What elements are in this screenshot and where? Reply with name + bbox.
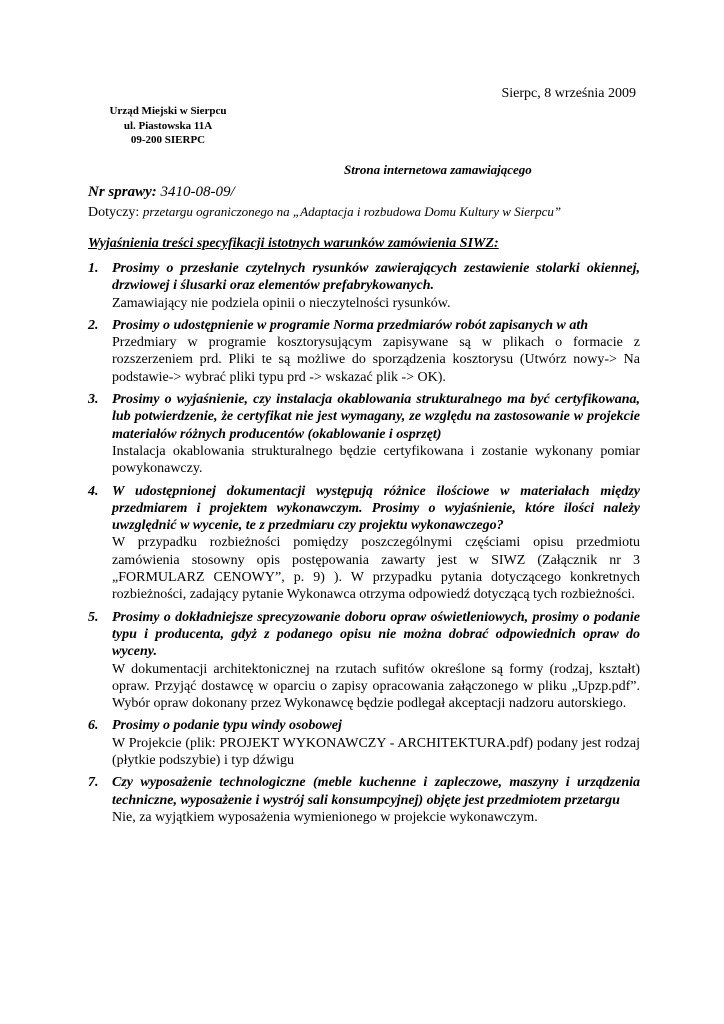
office-address	[78, 104, 258, 148]
subject-line	[88, 204, 561, 221]
office-street: ul. Piastowska 11A	[123, 119, 213, 132]
item-number: 5.	[88, 609, 99, 625]
subject-label: Dotyczy:	[88, 205, 140, 220]
item-number: 7.	[88, 775, 99, 791]
item-question: Prosimy o dokładniejsze sprecyzowanie doboru opraw oświetleniowych, prosimy o podanie typu i producenta, gdyż z podanego opisu nie można dobrać odpowiednich opraw do wyceny.	[112, 609, 640, 660]
qa-item	[88, 609, 640, 713]
case-label: Nr sprawy:	[88, 184, 157, 200]
item-answer: Instalacja okablowania strukturalnego będzie certyfikowana i zostanie wykonany pomiar powykonawczy.	[112, 443, 640, 477]
item-question: Prosimy o podanie typu windy osobowej	[112, 718, 342, 734]
qa-item	[88, 483, 640, 604]
item-number: 6.	[88, 718, 99, 734]
qa-item	[88, 317, 640, 386]
item-answer: W Projekcie (plik: PROJEKT WYKONAWCZY - ARCHITEKTURA.pdf) podany jest rodzaj (płytkie podszybie) i typ dźwigu	[112, 735, 640, 769]
qa-item	[88, 717, 640, 769]
case-number-line	[88, 184, 235, 201]
qa-item	[88, 774, 640, 826]
item-question: Prosimy o udostępnienie w programie Norma przedmiarów robót zapisanych w ath	[112, 317, 589, 333]
qa-item	[88, 260, 640, 312]
section-heading: Wyjaśnienia treści specyfikacji istotnych warunków zamówienia SIWZ:	[88, 236, 499, 251]
qa-item	[88, 391, 640, 477]
document-date: Sierpc, 8 września 2009	[501, 86, 636, 101]
item-number: 4.	[88, 483, 99, 499]
item-answer: W dokumentacji architektonicznej na rzutach sufitów określone są formy (rodzaj, kształt) opraw. Przyjąć dostawcę w oparciu o zapisy opracowania załączonego w pliku „Upzp.pdf”. Wybór opraw dokonany przez Wykonawcę będzie podlegał akceptacji nadzoru autorskiego.	[112, 661, 640, 712]
item-question: Czy wyposażenie technologiczne (meble kuchenne i zapleczowe, maszyny i urządzenia techniczne, wyposażenie i wystrój sali konsumpcyjnej) objęte jest przedmiotem przetargu	[112, 775, 640, 808]
item-answer: Nie, za wyjątkiem wyposażenia wymienionego w projekcie wykonawczym.	[112, 809, 538, 825]
item-number: 1.	[88, 261, 99, 276]
case-number: 3410-08-09/	[160, 184, 235, 200]
item-question: Prosimy o wyjaśnienie, czy instalacja okablowania strukturalnego ma być certyfikowana, lub potwierdzenie, że certyfikat nie jest wymagany, ze względu na zastosowanie w projekcie materiałów różnych producentów (okablowanie i osprzęt)	[112, 392, 640, 442]
office-name: Urząd Miejski w Sierpcu	[109, 105, 227, 117]
item-number: 3.	[88, 392, 99, 408]
item-answer: W przypadku rozbieżności pomiędzy poszczególnymi częściami opisu przedmiotu zamówienia stosowny opis postępowania zawarty jest w SIWZ (Załącznik nr 3 „FORMULARZ CENOWY”, p. 9) ). W przypadku pytania dotyczącego konkretnych rozbieżności, zadający pytanie Wykonawca otrzyma odpowiedź dotyczącą tych rozbieżności.	[112, 535, 640, 603]
office-city: 09-200 SIERPC	[130, 134, 206, 146]
website-note: Strona internetowa zamawiającego	[344, 162, 532, 177]
item-question: W udostępnionej dokumentacji występują różnice ilościowe w materiałach między przedmiarem i projektem wykonawczym. Prosimy o wyjaśnienie, które ilości należy uwzględnić w wycenie, te z przedmiaru czy projektu wykonawczego?	[112, 483, 640, 534]
subject-text: przetargu ograniczonego na „Adaptacja i rozbudowa Domu Kultury w Sierpcu”	[142, 204, 562, 219]
item-answer: Przedmiary w programie kosztorysującym zapisywane są w plikach o formacie z rozszerzeniem prd. Pliki te są możliwe do sporządzenia kosztorysu (Utwórz nowy-> Na podstawie-> wybrać pliki typu prd -> wskazać plik -> OK).	[112, 335, 640, 385]
item-question: Prosimy o przesłanie czytelnych rysunków zawierających zestawienie stolarki okiennej, drzwiowej i ślusarki oraz elementów prefabrykowanych.	[112, 261, 640, 294]
item-number: 2.	[88, 317, 99, 333]
item-answer: Zamawiający nie podziela opinii o nieczytelności rysunków.	[112, 295, 451, 311]
qa-list	[88, 260, 640, 831]
